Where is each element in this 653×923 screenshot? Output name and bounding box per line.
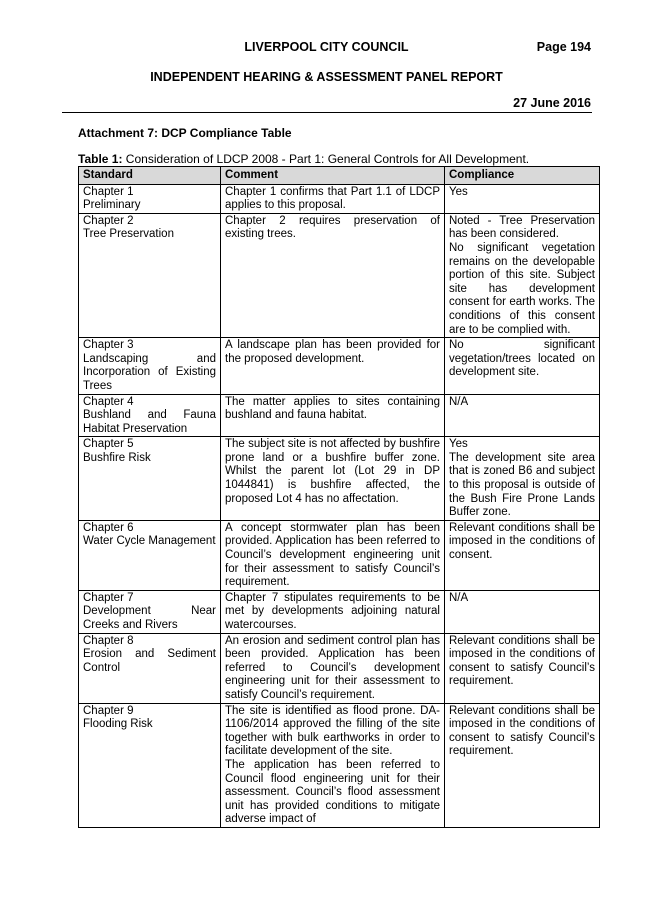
standard-cell [79,213,221,337]
standard-cell-text: Preliminary [83,199,141,212]
standard-cell [79,520,221,590]
table-row [79,184,600,213]
table-caption-text: Consideration of LDCP 2008 - Part 1: General Controls for All Development. [122,152,530,166]
table-row [79,520,600,590]
standard-cell [79,703,221,827]
standard-cell-text: Chapter 5 [83,438,134,451]
compliance-cell-text: N/A [449,395,469,408]
table-body [79,184,600,827]
standard-cell [79,394,221,437]
table-row [79,703,600,827]
compliance-cell [445,520,600,590]
compliance-cell-text: N/A [449,591,469,604]
attachment-title: Attachment 7: DCP Compliance Table [78,126,292,140]
table-row [79,437,600,521]
standard-cell-text: Water Cycle Management [83,535,216,548]
table-row [79,394,600,437]
table-row [79,213,600,337]
standard-cell [79,437,221,521]
compliance-cell-text: Relevant conditions shall be imposed in the conditions of consent to satisfy Council’s requirement. [449,704,595,758]
page-number: Page 194 [536,40,591,54]
compliance-cell-text: Relevant conditions shall be imposed in the conditions of consent to satisfy Council’s requirement. [449,634,595,688]
comment-cell-text: The application has been referred to Council flood engineering unit for their assessment. Council’s flood assessment unit has provided conditions to mitigate adverse impact of [225,758,440,826]
compliance-cell-text: No significant vegetation remains on the developable portion of this site. Subject site has development consent for earth works. The conditions of this consent are to be complied with. [449,241,595,336]
standard-cell-text: Chapter 8 [83,634,134,647]
standard-cell [79,338,221,394]
compliance-cell-text: Relevant conditions shall be imposed in the conditions of consent. [449,521,595,562]
comment-cell [221,703,445,827]
compliance-cell-text: Noted - Tree Preservation has been considered. [449,214,595,241]
comment-cell-text: The matter applies to sites containing bushland and fauna habitat. [225,395,440,422]
comment-cell [221,213,445,337]
comment-cell-text: A landscape plan has been provided for the proposed development. [225,339,440,365]
comment-cell-text: The subject site is not affected by bushfire prone land or a bushfire buffer zone. Whilst the parent lot (Lot 29 in DP 1044841) is bushfire affected, the proposed Lot 4 has no affectation. [225,438,440,505]
compliance-cell [445,213,600,337]
header-compliance: Compliance [445,167,600,185]
comment-cell [221,184,445,213]
standard-cell-text: Chapter 6 [83,521,134,534]
comment-cell-text: The site is identified as flood prone. DA-1106/2014 approved the filling of the site together with bulk earthworks in order to facilitate development of the site. [225,704,440,758]
standard-cell-text: Chapter 2 [83,214,134,227]
table-caption-label: Table 1: [78,152,123,166]
standard-cell [79,590,221,633]
dcp-compliance-table [78,166,600,828]
standard-cell-text: Chapter 1 [83,185,134,198]
standard-cell [79,633,221,703]
standard-cell-text: Chapter 3 [83,339,134,352]
compliance-cell [445,437,600,521]
standard-cell-text: Erosion and Sediment Control [83,648,216,674]
compliance-cell [445,338,600,394]
compliance-cell [445,184,600,213]
table-header-row [79,167,600,185]
compliance-cell [445,703,600,827]
compliance-cell-text: Yes [449,438,468,451]
comment-cell-text: Chapter 2 requires preservation of existing trees. [225,214,440,241]
standard-cell-text: Tree Preservation [83,228,174,241]
report-date: 27 June 2016 [513,96,591,110]
compliance-cell [445,394,600,437]
comment-cell-text: Chapter 1 confirms that Part 1.1 of LDCP applies to this proposal. [225,185,440,212]
standard-cell-text: Chapter 7 [83,591,134,604]
table-row [79,633,600,703]
council-name: LIVERPOOL CITY COUNCIL [244,40,409,54]
standard-cell-text: Bushfire Risk [83,451,151,464]
report-title: INDEPENDENT HEARING & ASSESSMENT PANEL REPORT [150,70,503,84]
comment-cell-text: An erosion and sediment control plan has been provided. Application has been referred to Council’s development engineering unit for their assessment to satisfy Council’s requirement. [225,634,440,701]
compliance-cell [445,590,600,633]
compliance-cell-text: Yes [449,185,468,198]
comment-cell [221,633,445,703]
standard-cell-text: Chapter 4 [83,395,134,408]
comment-cell [221,338,445,394]
table-row [79,590,600,633]
comment-cell [221,437,445,521]
table-row [79,338,600,394]
standard-cell-text: Chapter 9 [83,704,134,717]
header-standard: Standard [79,167,221,185]
comment-cell [221,590,445,633]
compliance-cell-text: No significant vegetation/trees located on development site. [449,339,595,379]
comment-cell [221,520,445,590]
header-comment: Comment [221,167,445,185]
standard-cell-text: Landscaping and Incorporation of Existing Trees [83,352,216,392]
compliance-cell [445,633,600,703]
comment-cell-text: A concept stormwater plan has been provided. Application has been referred to Council’s development engineering unit for their assessment to satisfy Council’s requirement. [225,521,440,589]
comment-cell-text: Chapter 7 stipulates requirements to be met by developments adjoining natural watercourses. [225,591,440,631]
standard-cell [79,184,221,213]
compliance-cell-text: The development site area that is zoned B6 and subject to this proposal is outside of the Bush Fire Prone Lands Buffer zone. [449,451,595,519]
table-caption [78,152,529,166]
comment-cell [221,394,445,437]
standard-cell-text: Flooding Risk [83,718,153,731]
standard-cell-text: Development Near Creeks and Rivers [83,605,216,631]
header-divider [62,112,592,113]
standard-cell-text: Bushland and Fauna Habitat Preservation [83,409,216,435]
